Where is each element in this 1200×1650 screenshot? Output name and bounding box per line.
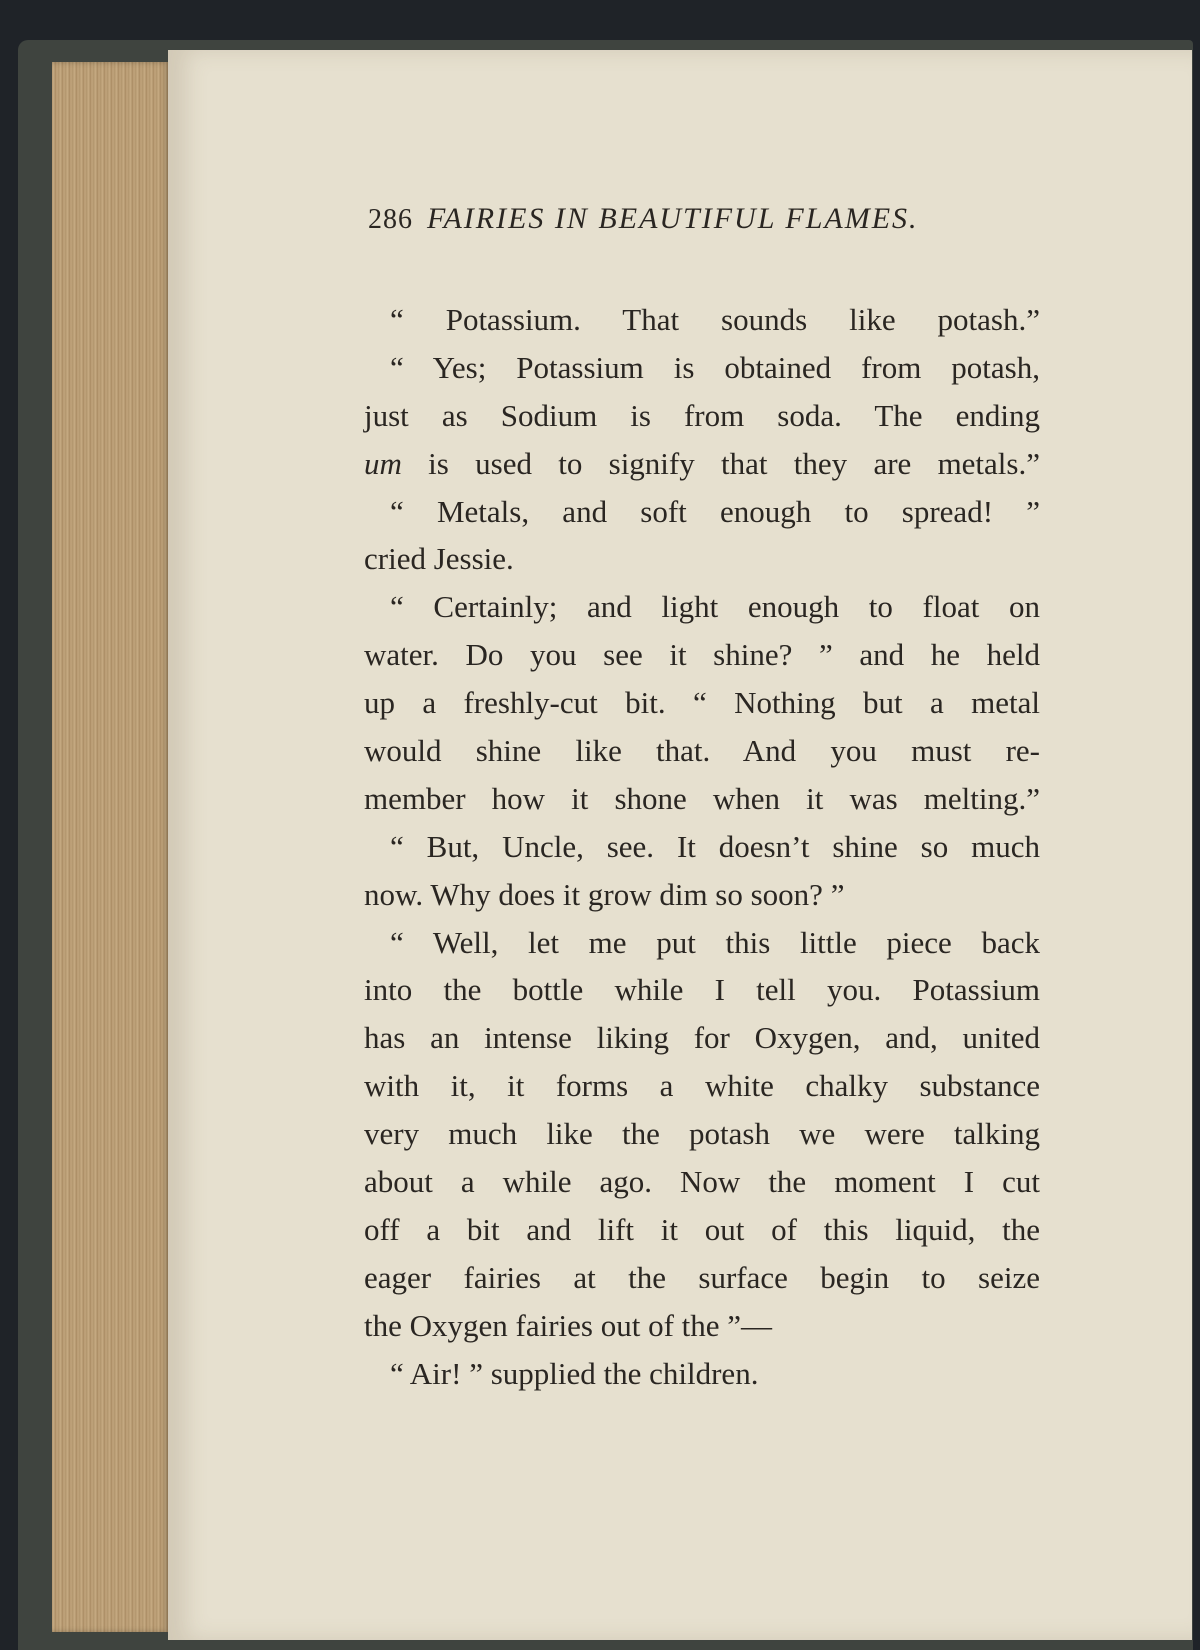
body-text (364, 296, 1040, 1397)
text-line: “ Yes; Potassium is obtained from potash, (390, 349, 1040, 385)
text-line: “ Certainly; and light enough to float on (390, 589, 1040, 625)
text-line: now. Why does it grow dim so soon? ” (364, 876, 845, 912)
text-line: into the bottle while I tell you. Potassium (364, 972, 1040, 1008)
page-number: 286 (368, 204, 413, 235)
text-line: “ Metals, and soft enough to spread! ” (390, 493, 1040, 529)
text-line: about a while ago. Now the moment I cut (364, 1164, 1040, 1200)
text-line: “ Potassium. That sounds like potash.” (390, 302, 1040, 337)
running-header (368, 202, 1008, 246)
text-line: eager fairies at the surface begin to seize (364, 1259, 1040, 1295)
text-line: would shine like that. And you must re- (364, 733, 1040, 769)
text-line: “ Air! ” supplied the children. (390, 1355, 759, 1391)
text-line: water. Do you see it shine? ” and he held (364, 637, 1040, 673)
text-line: member how it shone when it was melting.” (364, 780, 1040, 816)
text-line: up a freshly-cut bit. “ Nothing but a metal (364, 685, 1040, 721)
text-line: “ But, Uncle, see. It doesn’t shine so much (390, 828, 1040, 864)
text-line-rest: is used to signify that they are metals.” (401, 445, 1040, 481)
text-line: very much like the potash we were talking (364, 1116, 1040, 1152)
text-line: “ Well, let me put this little piece back (390, 924, 1040, 960)
text-line: just as Sodium is from soda. The ending (364, 397, 1040, 433)
text-line: cried Jessie. (364, 541, 514, 577)
page-edges (52, 62, 170, 1632)
text-line: has an intense liking for Oxygen, and, united (364, 1020, 1040, 1056)
running-title: FAIRIES IN BEAUTIFUL FLAMES. (427, 202, 919, 235)
text-line: the Oxygen fairies out of the ”— (364, 1307, 773, 1343)
text-line: with it, it forms a white chalky substance (364, 1068, 1040, 1104)
italic-word: um (364, 445, 402, 481)
text-line (364, 440, 1040, 488)
text-line: off a bit and lift it out of this liquid, the (364, 1211, 1040, 1247)
